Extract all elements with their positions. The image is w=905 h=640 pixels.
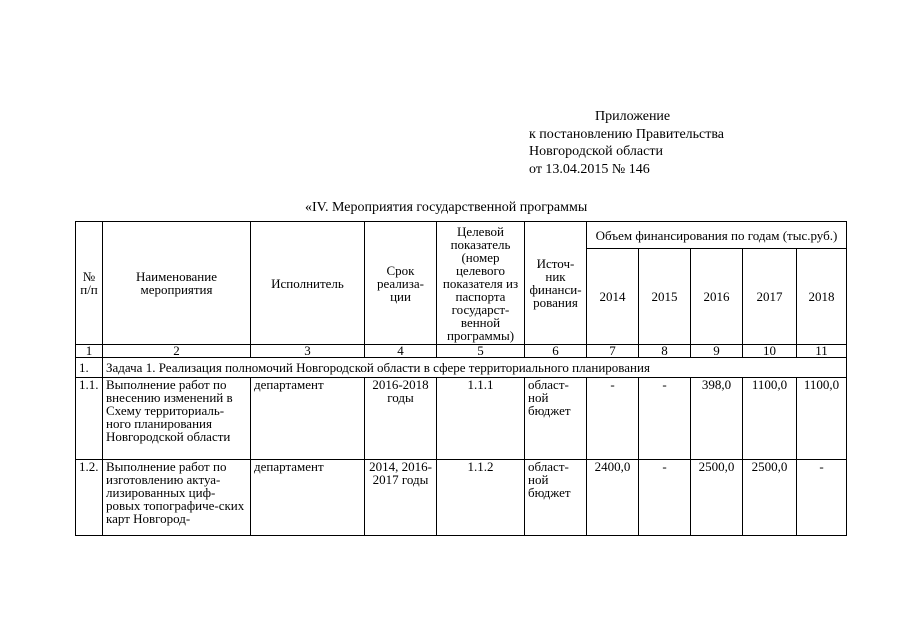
header-funding: Объем финансирования по годам (тыс.руб.) — [587, 222, 847, 249]
header-name: Наименование мероприятия — [103, 222, 251, 345]
row-value-2018: - — [797, 460, 847, 536]
appendix-block — [529, 108, 724, 178]
row-source: област-ной бюджет — [525, 378, 587, 460]
row-value-2016: 398,0 — [691, 378, 743, 460]
row-value-2018: 1100,0 — [797, 378, 847, 460]
header-year-2018: 2018 — [797, 249, 847, 345]
row-term: 2014, 2016-2017 годы — [365, 460, 437, 536]
appendix-line-3: Новгородской области — [529, 144, 663, 159]
row-value-2017: 1100,0 — [743, 378, 797, 460]
header-row — [76, 222, 847, 249]
row-name: Выполнение работ по внесению изменений в Схему территориаль-ного планирования Новгородской области — [103, 378, 251, 460]
column-number: 6 — [525, 345, 587, 358]
row-name: Выполнение работ по изготовлению актуа-лизированных циф-ровых топографиче-ских карт Новгород- — [103, 460, 251, 536]
table-row — [76, 460, 847, 536]
column-number: 2 — [103, 345, 251, 358]
row-value-2015: - — [639, 460, 691, 536]
column-number: 8 — [639, 345, 691, 358]
row-executor: департамент — [251, 460, 365, 536]
header-year-2016: 2016 — [691, 249, 743, 345]
column-number: 1 — [76, 345, 103, 358]
section-title: «IV. Мероприятия государственной программы — [305, 200, 588, 215]
task-text: Задача 1. Реализация полномочий Новгородской области в сфере территориального планирования — [103, 358, 847, 378]
column-number: 7 — [587, 345, 639, 358]
row-value-2017: 2500,0 — [743, 460, 797, 536]
row-value-2014: - — [587, 378, 639, 460]
header-term: Срок реализа-ции — [365, 222, 437, 345]
header-num: № п/п — [76, 222, 103, 345]
appendix-line-4: от 13.04.2015 № 146 — [529, 161, 650, 177]
column-number: 4 — [365, 345, 437, 358]
row-value-2014: 2400,0 — [587, 460, 639, 536]
appendix-line-1: Приложение — [595, 109, 671, 124]
column-number: 3 — [251, 345, 365, 358]
table-row — [76, 378, 847, 460]
header-year-2015: 2015 — [639, 249, 691, 345]
column-number: 5 — [437, 345, 525, 358]
row-executor: департамент — [251, 378, 365, 460]
row-num: 1.1. — [76, 378, 103, 460]
appendix-line-2: к постановлению Правительства — [529, 126, 725, 142]
row-num: 1.2. — [76, 460, 103, 536]
task-num: 1. — [76, 358, 103, 378]
column-number-row — [76, 345, 847, 358]
header-source: Источ-ник финанси-рования — [525, 222, 587, 345]
header-executor: Исполнитель — [251, 222, 365, 345]
program-table — [75, 221, 847, 536]
column-number: 9 — [691, 345, 743, 358]
header-indicator: Целевой показатель (номер целевого показателя из паспорта государст-венной программы) — [437, 222, 525, 345]
column-number: 11 — [797, 345, 847, 358]
row-value-2016: 2500,0 — [691, 460, 743, 536]
column-number: 10 — [743, 345, 797, 358]
header-year-2014: 2014 — [587, 249, 639, 345]
row-source: област-ной бюджет — [525, 460, 587, 536]
header-year-2017: 2017 — [743, 249, 797, 345]
row-value-2015: - — [639, 378, 691, 460]
row-indicator: 1.1.1 — [437, 378, 525, 460]
task-row — [76, 358, 847, 378]
row-term: 2016-2018 годы — [365, 378, 437, 460]
row-indicator: 1.1.2 — [437, 460, 525, 536]
